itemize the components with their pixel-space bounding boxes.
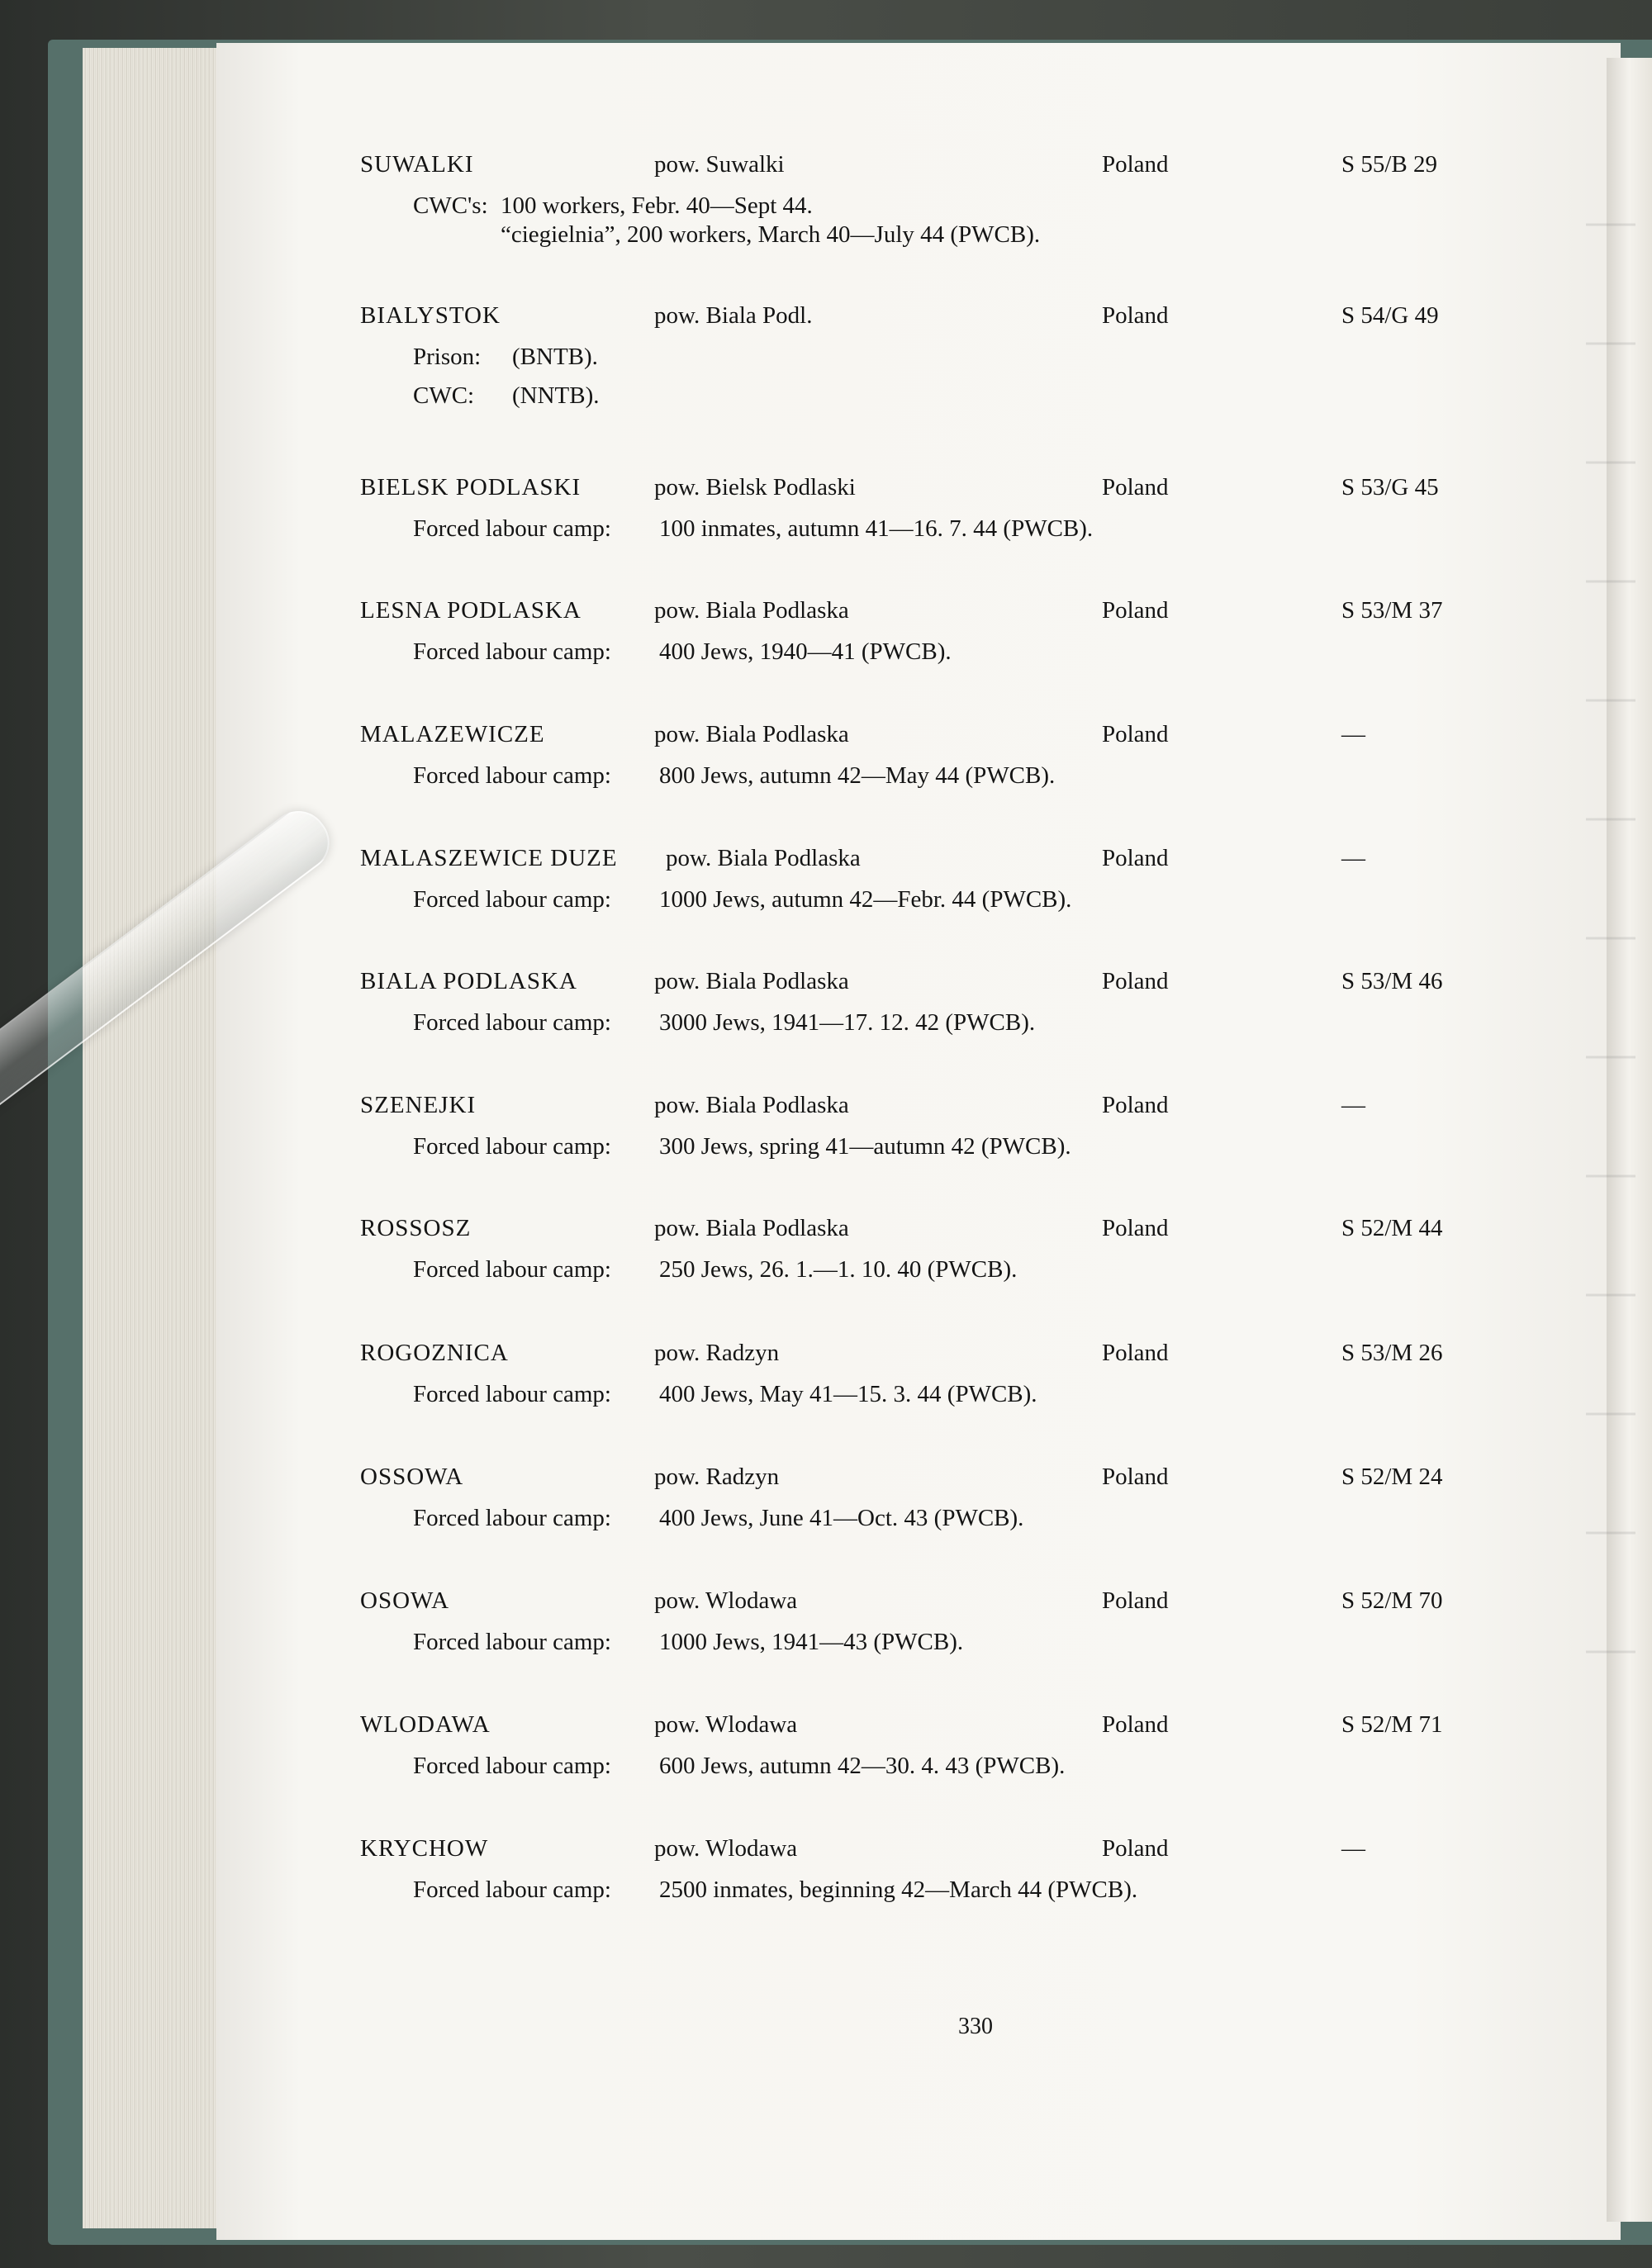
entry-detail: 1000 Jews, autumn 42—Febr. 44 (PWCB). bbox=[659, 886, 1072, 913]
entry-country: Poland bbox=[1102, 1092, 1169, 1118]
entry-detail: 250 Jews, 26. 1.—1. 10. 40 (PWCB). bbox=[659, 1256, 1018, 1283]
entry-suwalki bbox=[0, 151, 1652, 248]
entry-ref: — bbox=[1341, 1835, 1365, 1862]
entry-place: ROGOZNICA bbox=[360, 1340, 509, 1366]
entry-district: pow. Biala Podl. bbox=[654, 302, 813, 329]
entry-label: Forced labour camp: bbox=[413, 638, 611, 665]
entry-ref: S 52/M 24 bbox=[1341, 1464, 1443, 1490]
entry-place: ROSSOSZ bbox=[360, 1215, 472, 1241]
entry-label: Forced labour camp: bbox=[413, 1133, 611, 1160]
entry-detail: 600 Jews, autumn 42—30. 4. 43 (PWCB). bbox=[659, 1753, 1066, 1779]
entry-label: Forced labour camp: bbox=[413, 515, 611, 542]
entry-district: pow. Radzyn bbox=[654, 1340, 780, 1366]
entry-krychow bbox=[0, 1835, 1652, 1926]
entry-ref: — bbox=[1341, 845, 1365, 871]
entry-country: Poland bbox=[1102, 1835, 1169, 1862]
entry-district: pow. Wlodawa bbox=[654, 1835, 798, 1862]
entry-district: pow. Wlodawa bbox=[654, 1711, 798, 1738]
entry-rogoznica bbox=[0, 1340, 1652, 1431]
entry-detail: 400 Jews, 1940—41 (PWCB). bbox=[659, 638, 952, 665]
entry-detail: 800 Jews, autumn 42—May 44 (PWCB). bbox=[659, 762, 1056, 789]
entry-place: LESNA PODLASKA bbox=[360, 597, 582, 624]
entry-country: Poland bbox=[1102, 968, 1169, 994]
entry-bialystok bbox=[0, 302, 1652, 409]
entry-ref: S 53/G 45 bbox=[1341, 474, 1439, 501]
entry-place: KRYCHOW bbox=[360, 1835, 489, 1862]
entry-place: WLODAWA bbox=[360, 1711, 491, 1738]
entry-district: pow. Biala Podlaska bbox=[654, 1215, 849, 1241]
entry-place: OSOWA bbox=[360, 1587, 450, 1614]
entry-wlodawa bbox=[0, 1711, 1652, 1802]
entry-detail: (BNTB). bbox=[512, 344, 598, 370]
entry-place: SUWALKI bbox=[360, 151, 474, 178]
entry-district: pow. Radzyn bbox=[654, 1464, 780, 1490]
entry-place: MALAZEWICZE bbox=[360, 721, 545, 747]
entry-district: pow. Wlodawa bbox=[654, 1587, 798, 1614]
entry-district: pow. Biala Podlaska bbox=[654, 597, 849, 624]
entry-label: Forced labour camp: bbox=[413, 1009, 611, 1036]
entry-country: Poland bbox=[1102, 1464, 1169, 1490]
entry-district: pow. Suwalki bbox=[654, 151, 785, 178]
entry-ref: — bbox=[1341, 1092, 1365, 1118]
entry-country: Poland bbox=[1102, 1340, 1169, 1366]
entry-district: pow. Biala Podlaska bbox=[654, 1092, 849, 1118]
entry-label: Forced labour camp: bbox=[413, 1629, 611, 1655]
entry-biala-podlaska bbox=[0, 968, 1652, 1059]
entry-label: Forced labour camp: bbox=[413, 1505, 611, 1531]
entry-ref: S 52/M 71 bbox=[1341, 1711, 1443, 1738]
entry-country: Poland bbox=[1102, 1587, 1169, 1614]
page-number: 330 bbox=[958, 2014, 993, 2039]
entry-ref: S 53/M 26 bbox=[1341, 1340, 1443, 1366]
entry-ref: S 52/M 70 bbox=[1341, 1587, 1443, 1614]
entry-place: MALASZEWICE DUZE bbox=[360, 845, 618, 871]
entry-ref: — bbox=[1341, 721, 1365, 747]
entry-country: Poland bbox=[1102, 151, 1169, 178]
entry-place: BIALYSTOK bbox=[360, 302, 501, 329]
entry-detail: 300 Jews, spring 41—autumn 42 (PWCB). bbox=[659, 1133, 1071, 1160]
entry-detail: 3000 Jews, 1941—17. 12. 42 (PWCB). bbox=[659, 1009, 1036, 1036]
entry-district: pow. Bielsk Podlaski bbox=[654, 474, 856, 501]
entry-detail: (NNTB). bbox=[512, 382, 600, 409]
entry-label: Forced labour camp: bbox=[413, 762, 611, 789]
entry-rossosz bbox=[0, 1215, 1652, 1306]
entry-place: SZENEJKI bbox=[360, 1092, 477, 1118]
entry-place: BIELSK PODLASKI bbox=[360, 474, 582, 501]
entry-label: Forced labour camp: bbox=[413, 1256, 611, 1283]
entry-label: Prison: bbox=[413, 344, 482, 370]
entry-detail: 400 Jews, June 41—Oct. 43 (PWCB). bbox=[659, 1505, 1024, 1531]
entry-ref: S 54/G 49 bbox=[1341, 302, 1439, 329]
entry-place: BIALA PODLASKA bbox=[360, 968, 577, 994]
entry-label: CWC's: bbox=[413, 192, 488, 219]
entry-ref: S 53/M 37 bbox=[1341, 597, 1443, 624]
entry-ref: S 52/M 44 bbox=[1341, 1215, 1443, 1241]
entry-label: Forced labour camp: bbox=[413, 1877, 611, 1903]
entry-detail: 2500 inmates, beginning 42—March 44 (PWCB). bbox=[659, 1877, 1138, 1903]
entry-country: Poland bbox=[1102, 721, 1169, 747]
entry-detail: 1000 Jews, 1941—43 (PWCB). bbox=[659, 1629, 964, 1655]
entry-detail: 400 Jews, May 41—15. 3. 44 (PWCB). bbox=[659, 1381, 1037, 1407]
entry-detail: 100 workers, Febr. 40—Sept 44. bbox=[501, 192, 813, 219]
entry-label: CWC: bbox=[413, 382, 475, 409]
entry-szenejki bbox=[0, 1092, 1652, 1183]
entry-ref: S 53/M 46 bbox=[1341, 968, 1443, 994]
entry-country: Poland bbox=[1102, 1711, 1169, 1738]
entry-detail: 100 inmates, autumn 41—16. 7. 44 (PWCB). bbox=[659, 515, 1094, 542]
entry-district: pow. Biala Podlaska bbox=[654, 968, 849, 994]
entry-label: Forced labour camp: bbox=[413, 1753, 611, 1779]
entry-country: Poland bbox=[1102, 474, 1169, 501]
entry-bielsk-podlaski bbox=[0, 474, 1652, 565]
entry-district: pow. Biala Podlaska bbox=[654, 721, 849, 747]
entry-detail: “ciegielnia”, 200 workers, March 40—July 44 (PWCB). bbox=[501, 221, 1041, 248]
entry-ref: S 55/B 29 bbox=[1341, 151, 1438, 178]
entry-place: OSSOWA bbox=[360, 1464, 464, 1490]
entry-osowa bbox=[0, 1587, 1652, 1678]
entry-lesna-podlaska bbox=[0, 597, 1652, 688]
entry-country: Poland bbox=[1102, 1215, 1169, 1241]
entry-label: Forced labour camp: bbox=[413, 886, 611, 913]
entry-ossowa bbox=[0, 1464, 1652, 1554]
entry-malazewicze bbox=[0, 721, 1652, 812]
entry-country: Poland bbox=[1102, 845, 1169, 871]
entry-label: Forced labour camp: bbox=[413, 1381, 611, 1407]
entry-country: Poland bbox=[1102, 302, 1169, 329]
entry-district: pow. Biala Podlaska bbox=[666, 845, 861, 871]
entry-country: Poland bbox=[1102, 597, 1169, 624]
